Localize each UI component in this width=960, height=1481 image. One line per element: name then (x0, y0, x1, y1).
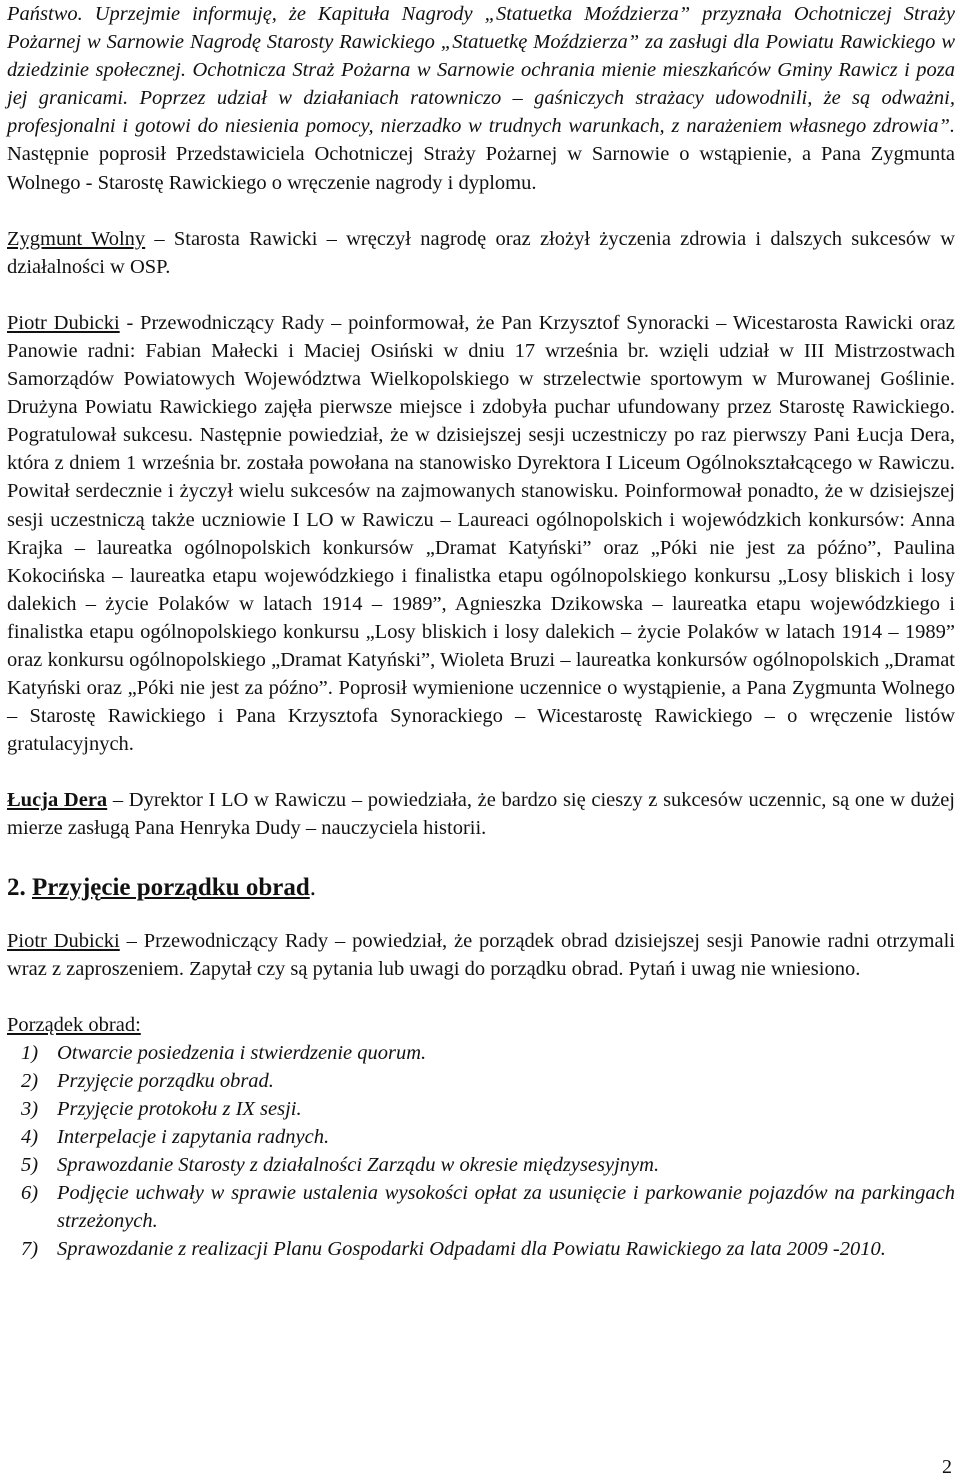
section-heading (7, 871, 955, 905)
agenda-item: 6) Podjęcie uchwały w sprawie ustalenia wysokości opłat za usunięcie i parkowanie pojazdów na parkingach strzeżonych. (21, 1182, 955, 1233)
agenda-item: 3) Przyjęcie protokołu z IX sesji. (21, 1098, 302, 1120)
paragraph-chairman-info (7, 309, 955, 759)
paragraph-osp-award (7, 0, 955, 197)
agenda-item: 7) Sprawozdanie z realizacji Planu Gospodarki Odpadami dla Powiatu Rawickiego za lata 2009 -2010. (21, 1238, 886, 1261)
agenda-list (7, 1039, 955, 1264)
paragraph-text: Następnie poprosił Przedstawiciela Ochotniczej Straży Pożarnej w Sarnowie o wstąpienie, a Pana Zygmunta Wolnego - Starostę Rawickiego o wręczenie nagrody i dyplomu. (7, 143, 955, 194)
paragraph-agenda-intro (7, 927, 955, 983)
agenda-item: 4) Interpelacje i zapytania radnych. (21, 1126, 330, 1149)
agenda-item: 5) Sprawozdanie Starosty z działalności Zarządu w okresie międzysesyjnym. (21, 1154, 660, 1177)
section-title: Przyjęcie porządku obrad (32, 873, 310, 901)
agenda-item: 1) Otwarcie posiedzenia i stwierdzenie quorum. (21, 1041, 427, 1064)
paragraph-text: - Przewodniczący Rady – poinformował, że Pan Krzysztof Synoracki – Wicestarosta Rawicki oraz Panowie radni: Fabian Małecki i Maciej Osiński w dniu 17 września br. wzięli udział w III Mistrzostwach Samorządów Powiatowych Województwa Wielkopolskiego w strzelectwie sportowym w Murowanej Goślinie. Drużyna Powiatu Rawickiego zajęła pierwsze miejsce i zdobyła puchar ufundowany przez Starostę Rawickiego. Pogratulował sukcesu. Następnie powiedział, że w dzisiejszej sesji uczestniczy po raz pierwszy Pani Łucja Dera, która z dniem 1 września br. została powołana na stanowisko Dyrektora I Liceum Ogólnokształcącego w Rawiczu. Powitał serdecznie i życzył wielu sukcesów na zajmowanych stanowisku. Poinformował ponadto, że w dzisiejszej sesji uczestniczą także uczniowie I LO w Rawiczu – Laureaci ogólnopolskich i wojewódzkich konkursów: Anna Krajka – laureatka ogólnopolskich konkursów „Dramat Katyński” oraz „Póki nie jest za późno”, Paulina Kokocińska – laureatka etapu wojewódzkiego i finalistka etapu ogólnopolskiego konkursu „Losy bliskich i losy dalekich – życie Polaków w latach 1914 – 1989”, Agnieszka Dzikowska – laureatka etapu wojewódzkiego i finalistka etapu ogólnopolskiego konkursu „Losy bliskich i losy dalekich – życie Polaków w latach 1914 – 1989” oraz konkursu ogólnopolskiego „Dramat Katyński”, Wioleta Bruzi – laureatka konkursów ogólnopolskich „Dramat Katyński oraz „Póki nie jest za późno”. Poprosił wymienione uczennice o wystąpienie, a Pana Zygmunta Wolnego – Starostę Rawickiego i Pana Krzysztofa Synorackiego – Wicestarostę Rawickiego – o wręczenie listów gratulacyjnych. (7, 311, 955, 756)
document-page (7, 0, 955, 1264)
paragraph-text: – Przewodniczący Rady – powiedział, że porządek obrad dzisiejszej sesji Panowie radni otrzymali wraz z zaproszeniem. Zapytał czy są pytania lub uwagi do porządku obrad. Pytań i uwag nie wniesiono. (7, 929, 955, 980)
section-title-dot: . (309, 873, 316, 901)
paragraph-text: – Dyrektor I LO w Rawiczu – powiedziała, że bardzo się cieszy z sukcesów uczennic, są one w dużej mierze zasługą Pana Henryka Dudy – nauczyciela historii. (7, 789, 955, 840)
paragraph-starosta (7, 225, 955, 281)
speaker-name: Łucja Dera (7, 789, 108, 812)
paragraph-text: – Starosta Rawicki – wręczył nagrodę oraz złożył życzenia zdrowia i dalszych sukcesów w działalności w OSP. (7, 227, 955, 278)
page-number: 2 (942, 1456, 952, 1478)
speaker-name: Piotr Dubicki (7, 311, 120, 334)
section-number: 2. (7, 873, 26, 901)
speaker-name: Piotr Dubicki (7, 929, 120, 952)
paragraph-director (7, 786, 955, 842)
quoted-speech: Państwo. Uprzejmie informuję, że Kapituła Nagrody „Statuetka Moździerza” przyznała Ochotniczej Straży Pożarnej w Sarnowie Nagrodę Starosty Rawickiego „Statuetkę Moździerza” za zasługi dla Powiatu Rawickiego w dziedzinie społecznej. Ochotnicza Straż Pożarna w Sarnowie ochrania mienie mieszkańców Gminy Rawicz i poza jej granicami. Poprzez udział w działaniach ratowniczo – gaśniczych strażacy udowodnili, że są odważni, profesjonalni i gotowi do niesienia pomocy, nierzadko w trudnych warunkach, z narażeniem własnego zdrowia”. (7, 3, 955, 138)
agenda-heading: Porządek obrad: (7, 1013, 141, 1036)
agenda-item: 2) Przyjęcie porządku obrad. (21, 1069, 274, 1092)
speaker-name: Zygmunt Wolny (7, 227, 146, 250)
